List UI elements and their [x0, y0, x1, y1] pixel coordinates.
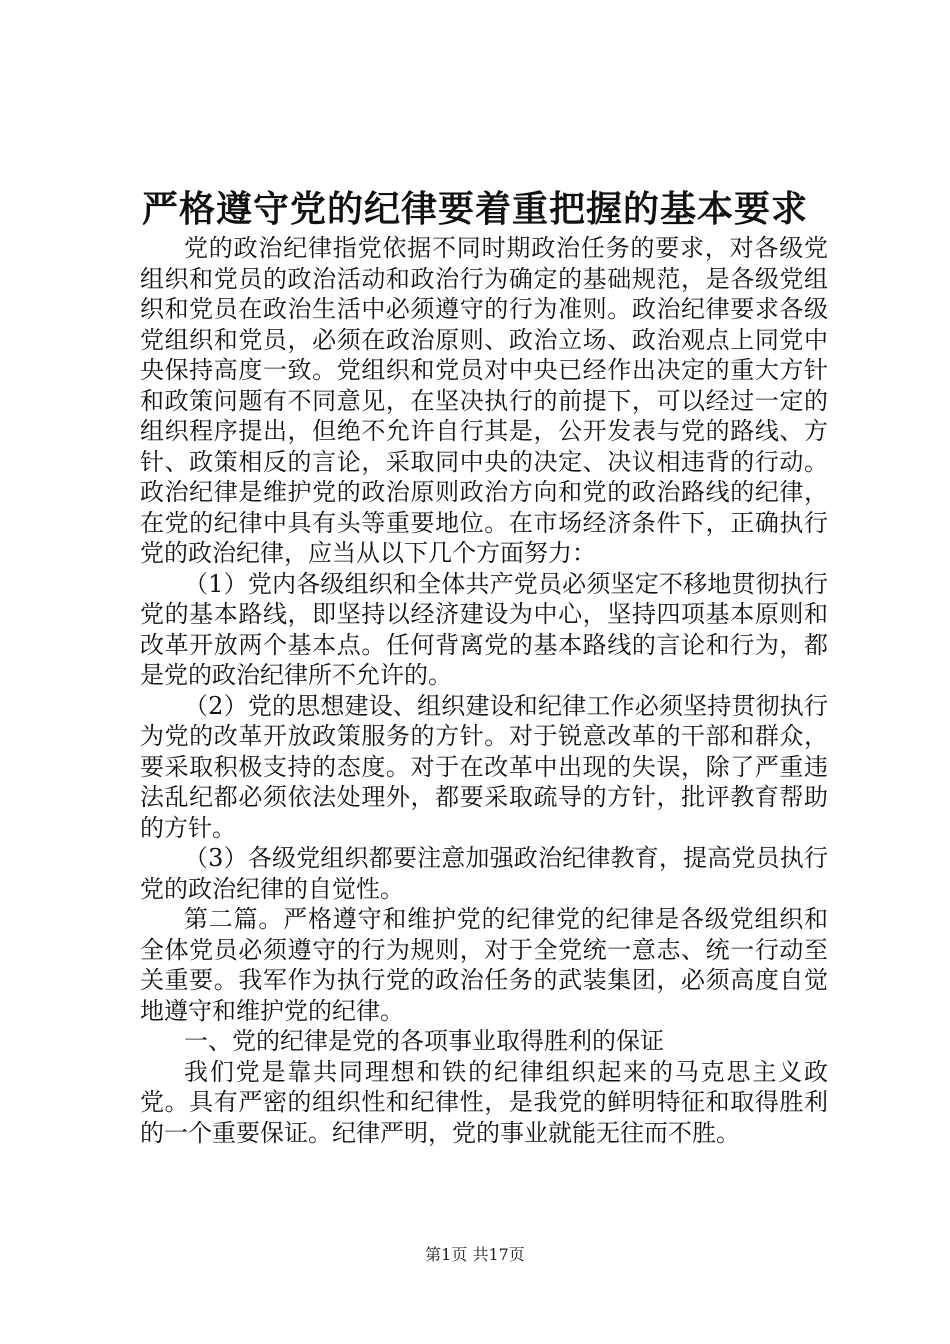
paragraph-point-2: （2）党的思想建设、组织建设和纪律工作必须坚持贯彻执行为党的改革开放政策服务的方针。对于锐意改革的干部和群众，要采取积极支持的态度。对于在改革中出现的失误，除了严重违法乱纪都必须依法处理外，都要采取疏导的方针，批评教育帮助的方针。 — [140, 691, 828, 842]
paragraph-second-part: 第二篇。严格遵守和维护党的纪律党的纪律是各级党组织和全体党员必须遵守的行为规则，对于全党统一意志、统一行动至关重要。我军作为执行党的政治任务的武装集团，必须高度自觉地遵守和维护党的纪律。 — [140, 905, 828, 1025]
section-heading: 一、党的纪律是党的各项事业取得胜利的保证 — [184, 1027, 664, 1055]
paragraph-point-3: （3）各级党组织都要注意加强政治纪律教育，提高党员执行党的政治纪律的自觉性。 — [140, 844, 828, 903]
page-footer: 第1页 共17页 — [425, 1245, 525, 1264]
paragraph-section-body: 我们党是靠共同理想和铁的纪律组织起来的马克思主义政党。具有严密的组织性和纪律性，是我党的鲜明特征和取得胜利的一个重要保证。纪律严明，党的事业就能无往而不胜。 — [140, 1057, 828, 1147]
document-body — [140, 233, 828, 1148]
paragraph-point-1: （1）党内各级组织和全体共产党员必须坚定不移地贯彻执行党的基本路线，即坚持以经济建设为中心，坚持四项基本原则和改革开放两个基本点。任何背离党的基本路线的言论和行为，都是党的政治纪律所不允许的。 — [140, 569, 828, 689]
paragraph-intro: 党的政治纪律指党依据不同时期政治任务的要求，对各级党组织和党员的政治活动和政治行为确定的基础规范，是各级党组织和党员在政治生活中必须遵守的行为准则。政治纪律要求各级党组织和党员，必须在政治原则、政治立场、政治观点上同党中央保持高度一致。党组织和党员对中央已经作出决定的重大方针和政策问题有不同意见，在坚决执行的前提下，可以经过一定的组织程序提出，但绝不允许自行其是，公开发表与党的路线、方针、政策相反的言论，采取同中央的决定、决议相违背的行动。政治纪律是维护党的政治原则政治方向和党的政治路线的纪律，在党的纪律中具有头等重要地位。在市场经济条件下，正确执行党的政治纪律，应当从以下几个方面努力： — [140, 234, 828, 567]
document-title: 严格遵守党的纪律要着重把握的基本要求 — [141, 188, 808, 230]
